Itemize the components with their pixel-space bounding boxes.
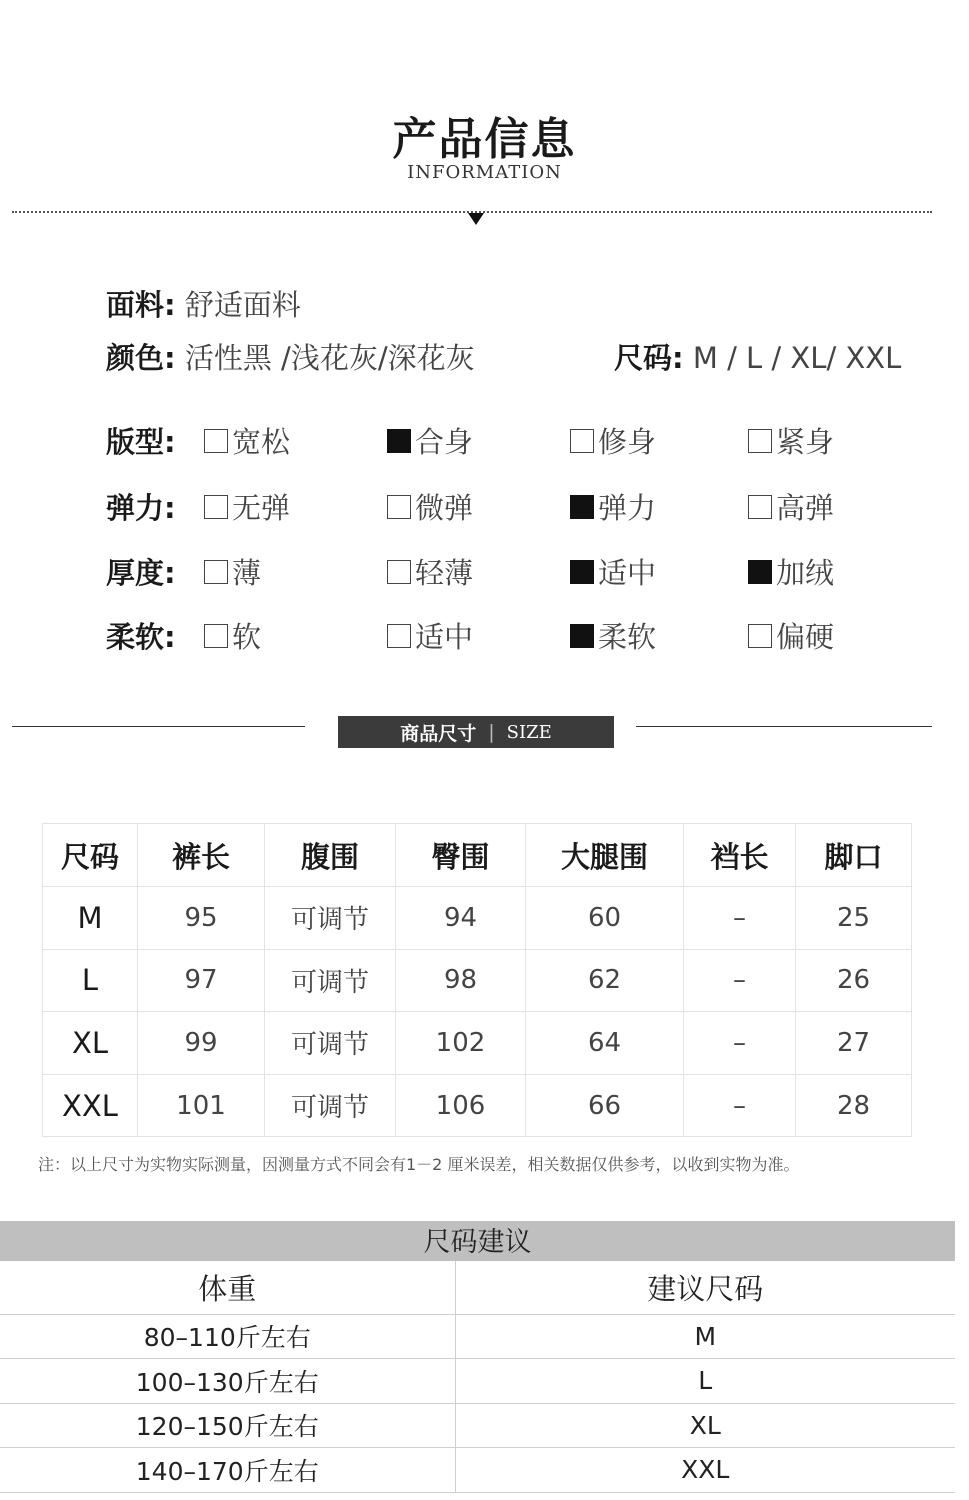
table-cell: 102 (396, 1012, 526, 1075)
attribute-option-text: 高弹 (776, 491, 835, 525)
table-cell: XL (455, 1403, 955, 1448)
size-label: 尺码: (614, 341, 684, 375)
table-cell: 97 (138, 949, 265, 1012)
attribute-option-text: 柔软 (598, 620, 657, 654)
attribute-option-text: 适中 (415, 620, 474, 654)
color-value: 活性黑 /浅花灰/深花灰 (184, 341, 475, 375)
fabric-line (106, 283, 301, 324)
table-cell: – (684, 949, 796, 1012)
page-subtitle: INFORMATION (407, 162, 562, 183)
recommend-table-header (0, 1261, 955, 1314)
attribute-option-text: 偏硬 (776, 620, 835, 654)
size-table-header-cell: 脚口 (796, 824, 912, 887)
table-cell: 98 (396, 949, 526, 1012)
table-row (43, 1012, 912, 1075)
triangle-down-icon (468, 213, 484, 225)
unchecked-box-icon (387, 560, 411, 584)
unchecked-box-icon (204, 624, 228, 648)
attribute-option (387, 486, 473, 527)
attribute-option (570, 420, 656, 461)
table-cell: 62 (526, 949, 684, 1012)
table-row (43, 949, 912, 1012)
table-row (43, 1074, 912, 1137)
checked-box-icon (570, 495, 594, 519)
checked-box-icon (570, 560, 594, 584)
size-value: M / L / XL/ XXL (692, 341, 902, 375)
size-line (614, 336, 901, 377)
size-table-header-cell: 腹围 (265, 824, 396, 887)
attribute-option-text: 修身 (598, 425, 657, 459)
attribute-label: 厚度: (106, 556, 176, 590)
attribute-option (204, 615, 261, 656)
table-cell: 可调节 (265, 1074, 396, 1137)
attribute-option (570, 551, 656, 592)
attribute-option (748, 615, 834, 656)
attribute-option (204, 486, 290, 527)
table-cell: XXL (43, 1074, 138, 1137)
attribute-option-text: 合身 (415, 425, 474, 459)
recommend-title: 尺码建议 (0, 1221, 955, 1261)
attribute-option-text: 适中 (598, 556, 657, 590)
size-table-header-cell: 尺码 (43, 824, 138, 887)
table-row (43, 887, 912, 950)
size-table-header-cell: 裆长 (684, 824, 796, 887)
unchecked-box-icon (387, 495, 411, 519)
table-cell: – (684, 1012, 796, 1075)
attribute-option-text: 软 (232, 620, 262, 654)
table-cell: 99 (138, 1012, 265, 1075)
size-section-banner (338, 716, 614, 748)
table-cell: XL (43, 1012, 138, 1075)
recommend-header-cell: 建议尺码 (455, 1261, 955, 1314)
attribute-option-text: 弹力 (598, 491, 657, 525)
attribute-option-text: 轻薄 (415, 556, 474, 590)
table-row (0, 1359, 955, 1404)
table-cell: 64 (526, 1012, 684, 1075)
unchecked-box-icon (748, 624, 772, 648)
measurement-note: 注：以上尺寸为实物实际测量，因测量方式不同会有1－2 厘米误差，相关数据仅供参考，以收到实物为准。 (38, 1155, 800, 1174)
color-label: 颜色: (106, 341, 176, 375)
attribute-option (387, 615, 473, 656)
table-cell: 140–170斤左右 (0, 1448, 455, 1493)
size-table-header-cell: 大腿围 (526, 824, 684, 887)
size-section-separator: | (488, 721, 495, 743)
attribute-option (570, 486, 656, 527)
attribute-label: 弹力: (106, 491, 176, 525)
table-cell: L (43, 949, 138, 1012)
table-cell: 26 (796, 949, 912, 1012)
table-cell: 106 (396, 1074, 526, 1137)
table-cell: – (684, 1074, 796, 1137)
attribute-option-text: 无弹 (232, 491, 291, 525)
recommend-header-cell: 体重 (0, 1261, 455, 1314)
table-cell: 95 (138, 887, 265, 950)
table-cell: 25 (796, 887, 912, 950)
attribute-option-text: 微弹 (415, 491, 474, 525)
size-table (42, 823, 912, 1137)
table-cell: L (455, 1359, 955, 1404)
size-table-header-cell: 裤长 (138, 824, 265, 887)
size-table-body (43, 887, 912, 1137)
table-cell: 66 (526, 1074, 684, 1137)
table-cell: 27 (796, 1012, 912, 1075)
unchecked-box-icon (204, 495, 228, 519)
attribute-option-text: 加绒 (776, 556, 835, 590)
attribute-option (204, 551, 261, 592)
table-cell: 94 (396, 887, 526, 950)
table-cell: 可调节 (265, 949, 396, 1012)
unchecked-box-icon (570, 429, 594, 453)
unchecked-box-icon (748, 495, 772, 519)
checked-box-icon (748, 560, 772, 584)
table-cell: – (684, 887, 796, 950)
unchecked-box-icon (748, 429, 772, 453)
table-cell: 60 (526, 887, 684, 950)
unchecked-box-icon (204, 560, 228, 584)
divider-right (636, 726, 932, 727)
divider-left (12, 726, 305, 727)
unchecked-box-icon (204, 429, 228, 453)
table-row (0, 1448, 955, 1493)
checked-box-icon (570, 624, 594, 648)
attribute-option (748, 420, 834, 461)
attribute-option-text: 宽松 (232, 425, 291, 459)
table-cell: 80–110斤左右 (0, 1314, 455, 1359)
color-line (106, 336, 475, 377)
attribute-option (204, 420, 290, 461)
table-cell: 28 (796, 1074, 912, 1137)
table-row (0, 1403, 955, 1448)
table-cell: 101 (138, 1074, 265, 1137)
table-cell: M (455, 1314, 955, 1359)
attribute-label: 柔软: (106, 620, 176, 654)
table-cell: 可调节 (265, 1012, 396, 1075)
fabric-value: 舒适面料 (184, 288, 301, 322)
checked-box-icon (387, 429, 411, 453)
table-cell: 100–130斤左右 (0, 1359, 455, 1404)
attribute-option (748, 486, 834, 527)
recommend-table-body (0, 1314, 955, 1492)
attribute-option (570, 615, 656, 656)
attribute-option (387, 551, 473, 592)
attribute-label: 版型: (106, 425, 176, 459)
attribute-option-text: 薄 (232, 556, 262, 590)
page-title: 产品信息 (392, 114, 577, 165)
unchecked-box-icon (387, 624, 411, 648)
size-section-title-en: SIZE (506, 721, 552, 743)
table-row (0, 1314, 955, 1359)
attribute-option (387, 420, 473, 461)
fabric-label: 面料: (106, 288, 176, 322)
attribute-option (748, 551, 834, 592)
table-cell: 120–150斤左右 (0, 1403, 455, 1448)
table-cell: XXL (455, 1448, 955, 1493)
attribute-option-text: 紧身 (776, 425, 835, 459)
size-table-header (43, 824, 912, 887)
size-section-title: 商品尺寸 (400, 722, 477, 745)
size-table-header-cell: 臀围 (396, 824, 526, 887)
table-cell: 可调节 (265, 887, 396, 950)
recommend-table (0, 1261, 955, 1493)
table-cell: M (43, 887, 138, 950)
